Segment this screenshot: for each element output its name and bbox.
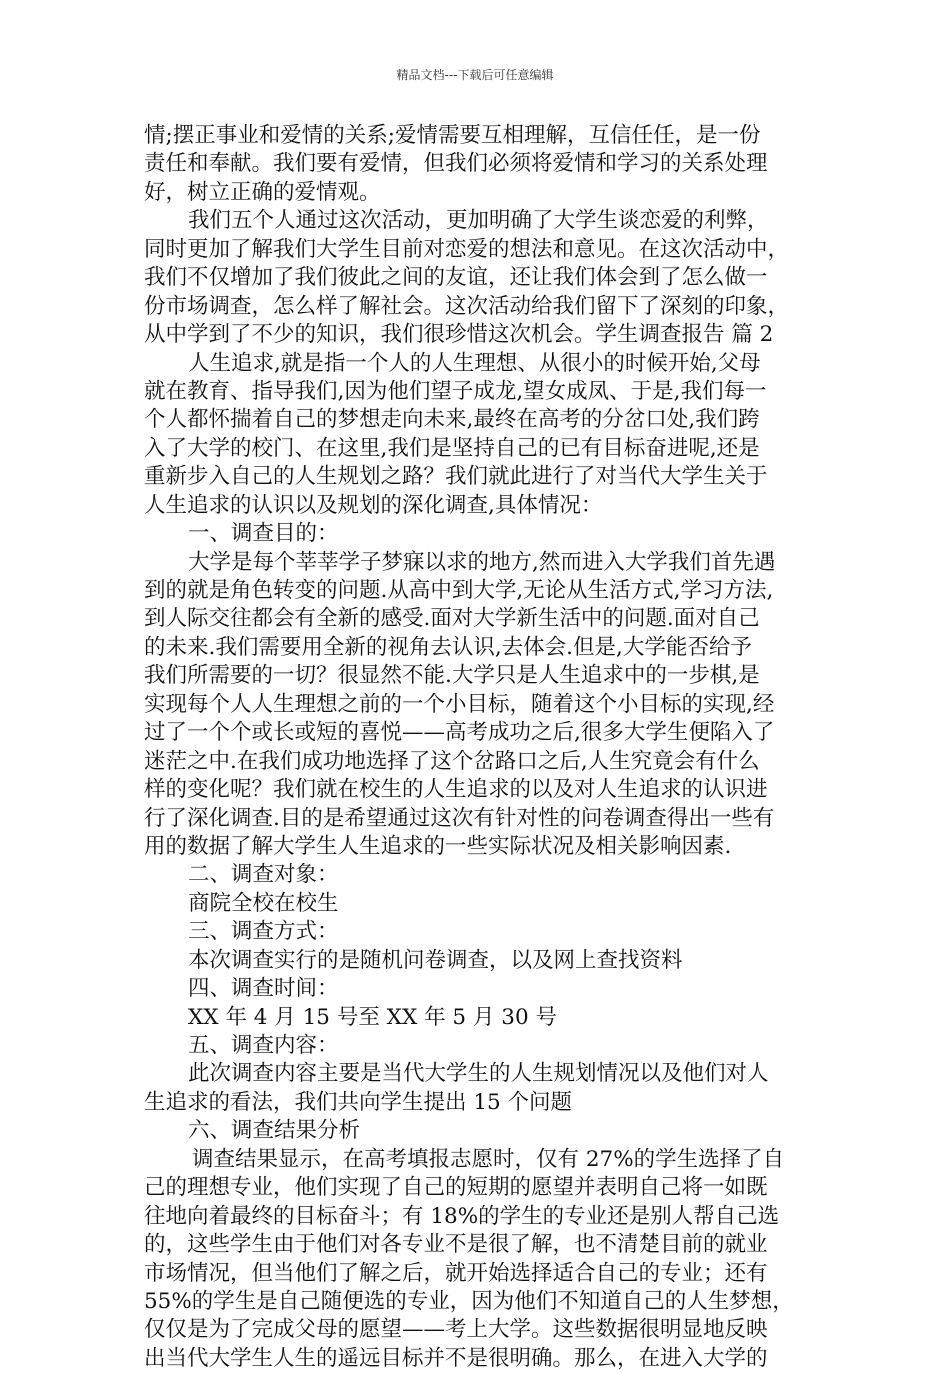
text-line: XX 年 4 月 15 号至 XX 年 5 月 30 号 [188,1004,557,1030]
text-line: 本次调查实行的是随机问卷调查，以及网上查找资料 [188,947,683,973]
text-line: 重新步入自己的人生规划之路？我们就此进行了对当代大学生关于 [144,464,768,490]
section-heading: 二、调查对象： [188,862,339,888]
text-line: 市场情况，但当他们了解之后，就开始选择适合自己的专业；还有 [144,1260,768,1286]
text-line: 到的就是角色转变的问题.从高中到大学,无论从生活方式,学习方法, [144,578,774,603]
text-line: 的未来.我们需要用全新的视角去认识,去体会.但是,大学能否给予 [144,634,752,660]
text-line: 迷茫之中.在我们成功地选择了这个岔路口之后,人生究竟会有什么 [144,748,760,774]
text-line: 用的数据了解大学生人生追求的一些实际状况及相关影响因素. [144,833,732,859]
paragraph-start-line: 人生追求,就是指一个人的人生理想、从很小的时候开始,父母 [188,350,761,376]
text-line: 我们不仅增加了我们彼此之间的友谊，还让我们体会到了怎么做一 [144,265,768,291]
paragraph-start-line: 此次调查内容主要是当代大学生的人生规划情况以及他们对人 [188,1061,769,1087]
paragraph-start-line: 我们五个人通过这次活动，更加明确了大学生谈恋爱的利弊， [188,208,769,234]
section-heading: 一、调查目的： [188,521,339,547]
text-line: 出当代大学生人生的遥远目标并不是很明确。那么，在进入大学的 [144,1345,768,1371]
paragraph-start-line: 大学是每个莘莘学子梦寐以求的地方,然而进入大学我们首先遇 [188,549,776,575]
text-line: 情;摆正事业和爱情的关系;爱情需要互相理解，互信任任，是一份 [144,123,761,148]
text-line: 55%的学生是自己随便选的专业，因为他们不知道自己的人生梦想， [144,1288,794,1314]
section-heading: 五、调查内容： [188,1033,339,1058]
page-header: 精品文档---下载后可任意编辑 [396,68,554,82]
text-line: 行了深化调查.目的是希望通过这次有针对性的问卷调查得出一些有 [144,805,775,831]
text-line: 实现每个人人生理想之前的一个小目标，随着这个小目标的实现,经 [144,691,775,717]
text-line: 的，这些学生由于他们对各专业不是很了解，也不清楚目前的就业 [144,1232,768,1258]
text-line: 份市场调查，怎么样了解社会。这次活动给我们留下了深刻的印象， [144,293,790,319]
text-line: 仅仅是为了完成父母的愿望——考上大学。这些数据很明显地反映 [144,1317,768,1343]
section-heading: 六、调查结果分析 [188,1118,361,1144]
paragraph-start-line: 调查结果显示，在高考填报志愿时，仅有 27%的学生选择了自 [192,1146,785,1172]
text-line: 往地向着最终的目标奋斗；有 18%的学生的专业还是别人帮自己选 [144,1203,780,1229]
text-line: 人生追求的认识以及规划的深化调查,具体情况： [144,492,603,518]
section-heading: 四、调查时间： [188,976,339,1002]
text-line: 同时更加了解我们大学生目前对恋爱的想法和意见。在这次活动中， [144,236,790,262]
text-line: 入了大学的校门、在这里,我们是坚持自己的已有目标奋进呢,还是 [144,435,760,461]
text-line: 从中学到了不少的知识，我们很珍惜这次机会。学生调查报告 篇 2 [144,322,774,348]
text-line: 商院全校在校生 [188,890,339,916]
text-line: 就在教育、指导我们,因为他们望子成龙,望女成凤、于是,我们每一 [144,378,767,404]
text-line: 责任和奉献。我们要有爱情，但我们必须将爱情和学习的关系处理 [144,151,768,177]
text-line: 己的理想专业，他们实现了自己的短期的愿望并表明自己将一如既 [144,1175,768,1201]
section-heading: 三、调查方式： [188,919,339,945]
text-line: 过了一个个或长或短的喜悦——高考成功之后,很多大学生便陷入了 [144,720,775,746]
text-line: 好，树立正确的爱情观。 [144,179,381,205]
text-line: 个人都怀揣着自己的梦想走向未来,最终在高考的分岔口处,我们跨 [144,407,760,433]
text-line: 到人际交往都会有全新的感受.面对大学新生活中的问题.面对自己 [144,606,760,632]
text-line: 我们所需要的一切？很显然不能.大学只是人生追求中的一步棋,是 [144,663,760,689]
document-body [144,122,810,1373]
text-line: 生追求的看法，我们共向学生提出 15 个问题 [144,1089,573,1115]
text-line: 样的变化呢？我们就在校生的人生追求的以及对人生追求的认识进 [144,777,768,803]
